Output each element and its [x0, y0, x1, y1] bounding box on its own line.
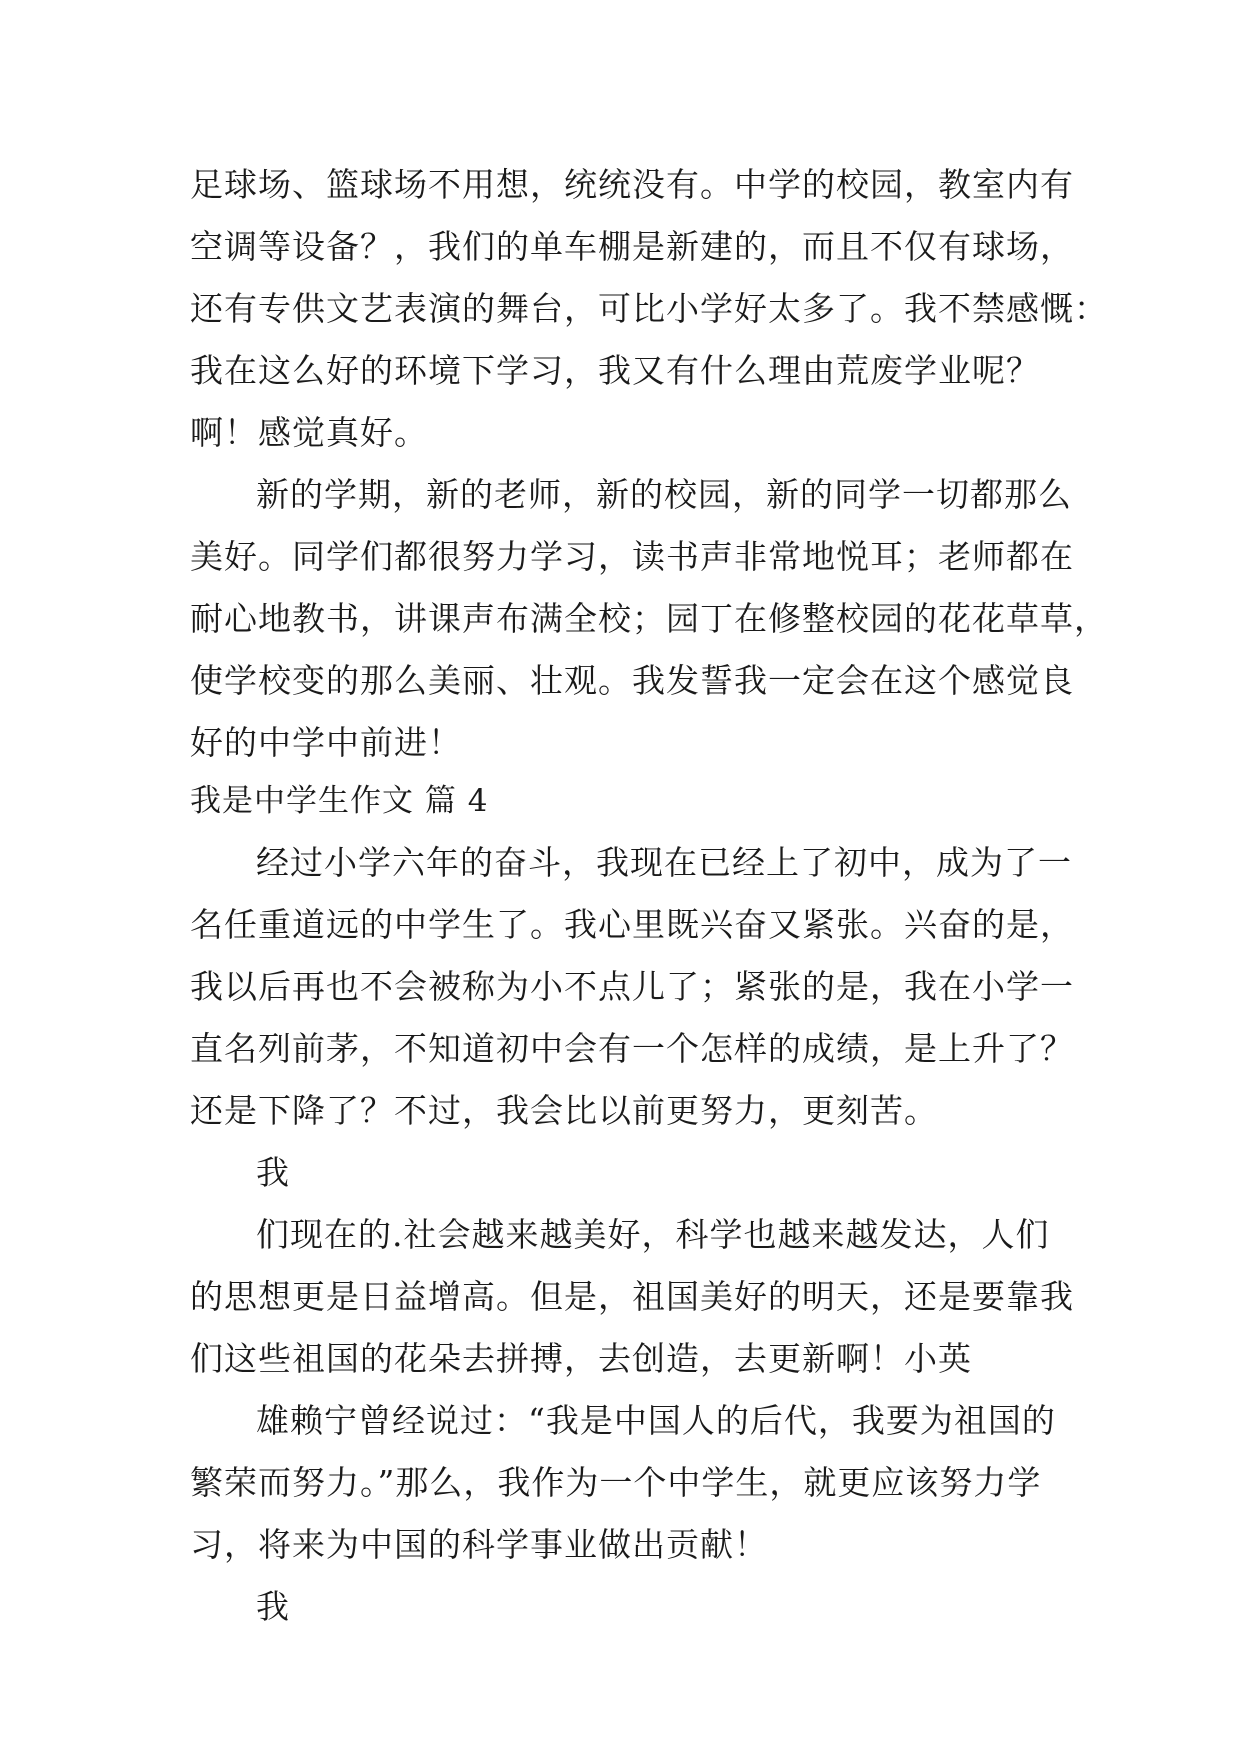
text-line: 好的中学中前进！ — [190, 723, 462, 762]
text-line: 新的学期，新的老师，新的校园，新的同学一切都那么 — [256, 475, 1072, 514]
text-line: 的思想更是日益增高。但是，祖国美好的明天，还是要靠我 — [190, 1277, 1074, 1316]
text-line: 我 — [256, 1153, 290, 1192]
text-line: 还是下降了？不过，我会比以前更努力，更刻苦。 — [190, 1091, 938, 1130]
text-line: 我 — [256, 1587, 290, 1626]
section-heading: 我是中学生作文 篇 4 — [190, 783, 489, 819]
text-line: 使学校变的那么美丽、壮观。我发誓我一定会在这个感觉良 — [190, 661, 1074, 700]
text-line: 们现在的.社会越来越美好，科学也越来越发达，人们 — [256, 1215, 1050, 1254]
text-line: 名任重道远的中学生了。我心里既兴奋又紧张。兴奋的是， — [190, 905, 1074, 944]
text-line: 直名列前茅，不知道初中会有一个怎样的成绩，是上升了？ — [190, 1029, 1074, 1068]
text-line: 啊！感觉真好。 — [190, 413, 428, 452]
text-line: 美好。同学们都很努力学习，读书声非常地悦耳；老师都在 — [190, 537, 1074, 576]
text-line: 足球场、篮球场不用想，统统没有。中学的校园，教室内有 — [190, 165, 1074, 204]
text-line: 我在这么好的环境下学习，我又有什么理由荒废学业呢？ — [190, 351, 1040, 390]
text-line: 繁荣而努力。”那么，我作为一个中学生，就更应该努力学 — [190, 1463, 1042, 1502]
text-line: 们这些祖国的花朵去拼搏，去创造，去更新啊！小英 — [190, 1339, 972, 1378]
text-line: 空调等设备？，我们的单车棚是新建的，而且不仅有球场， — [190, 227, 1074, 266]
text-line: 我以后再也不会被称为小不点儿了；紧张的是，我在小学一 — [190, 967, 1074, 1006]
text-line: 雄赖宁曾经说过：“我是中国人的后代，我要为祖国的 — [256, 1401, 1056, 1440]
text-line: 经过小学六年的奋斗，我现在已经上了初中，成为了一 — [256, 843, 1072, 882]
text-line: 习，将来为中国的科学事业做出贡献！ — [190, 1525, 768, 1564]
text-line: 耐心地教书，讲课声布满全校；园丁在修整校园的花花草草， — [190, 599, 1108, 638]
text-line: 还有专供文艺表演的舞台，可比小学好太多了。我不禁感慨： — [190, 289, 1108, 328]
